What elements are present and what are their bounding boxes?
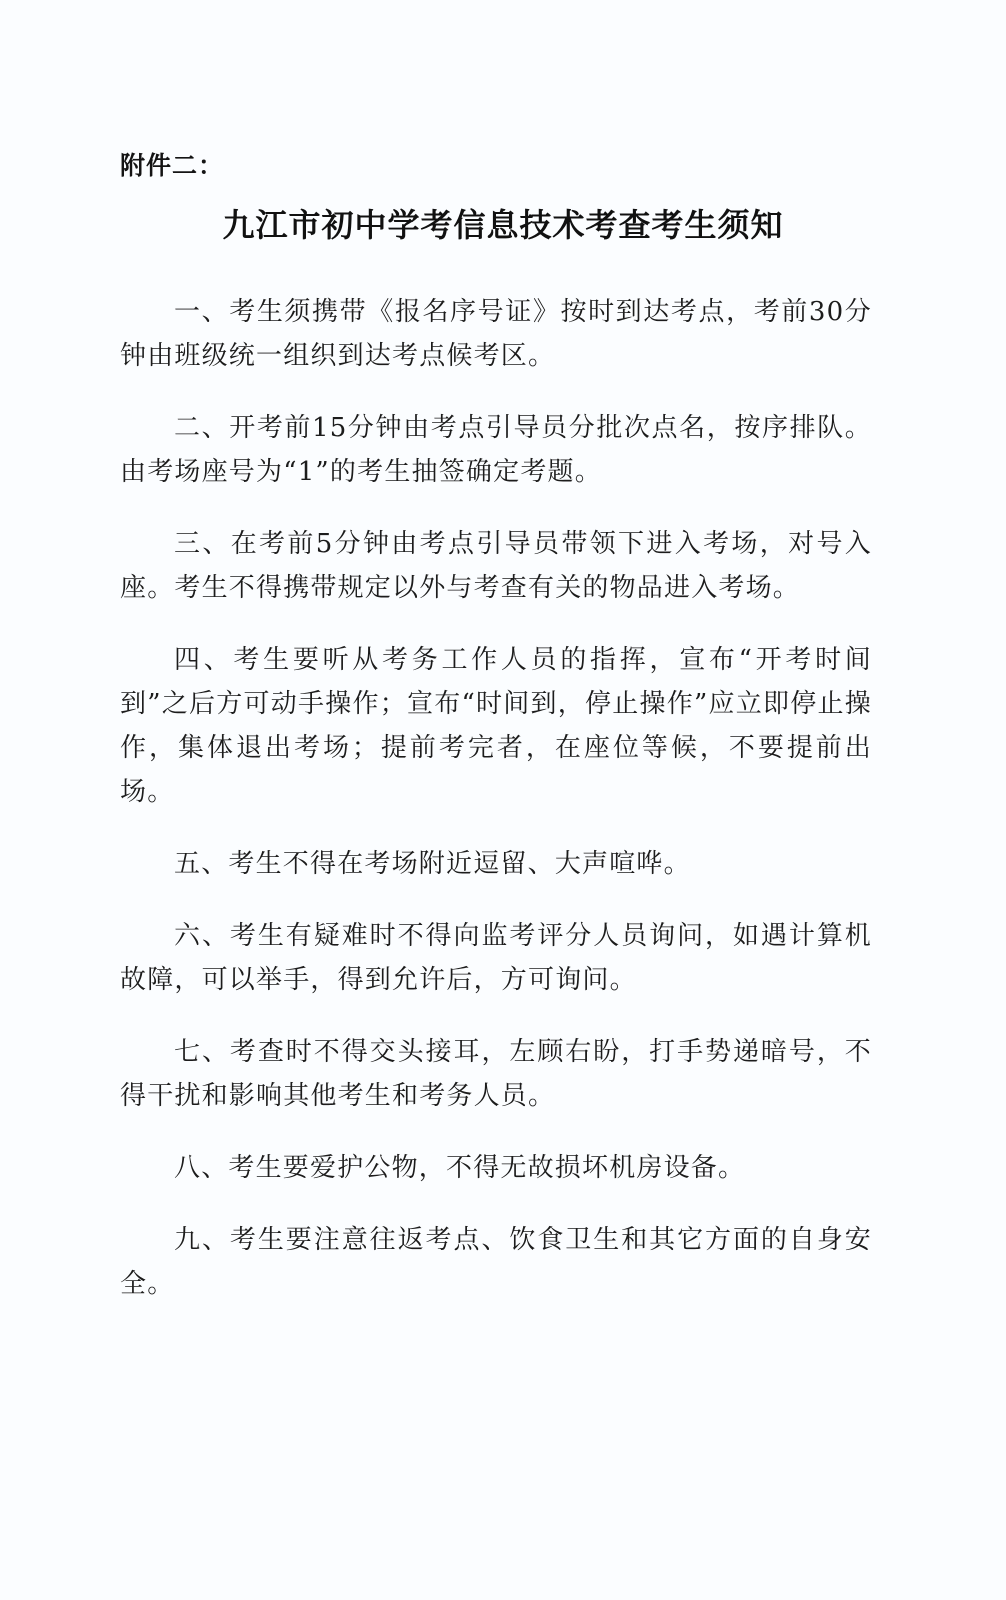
rule-paragraph-6: 六、考生有疑难时不得向监考评分人员询问，如遇计算机故障，可以举手，得到允许后，方可询问。 [120,921,872,995]
rule-paragraph-9: 九、考生要注意往返考点、饮食卫生和其它方面的自身安全。 [120,1225,872,1299]
rule-paragraph-5: 五、考生不得在考场附近逗留、大声喧哗。 [174,849,691,879]
rule-paragraph-3: 三、在考前5分钟由考点引导员带领下进入考场，对号入座。考生不得携带规定以外与考查有关的物品进入考场。 [120,529,872,603]
rule-paragraph-4: 四、考生要听从考务工作人员的指挥，宣布“开考时间到”之后方可动手操作；宣布“时间到，停止操作”应立即停止操作，集体退出考场；提前考完者，在座位等候，不要提前出场。 [120,645,872,807]
rule-paragraph-7: 七、考查时不得交头接耳，左顾右盼，打手势递暗号，不得干扰和影响其他考生和考务人员。 [120,1037,872,1111]
document-title: 九江市初中学考信息技术考查考生须知 [222,206,784,244]
rule-paragraph-1: 一、考生须携带《报名序号证》按时到达考点，考前30分钟由班级统一组织到达考点候考区。 [120,297,872,371]
document-body [120,290,872,1334]
rule-paragraph-8: 八、考生要爱护公物，不得无故损坏机房设备。 [174,1153,746,1183]
rule-paragraph-2: 二、开考前15分钟由考点引导员分批次点名，按序排队。由考场座号为“1”的考生抽签确定考题。 [120,413,872,487]
attachment-label: 附件二： [120,151,225,180]
